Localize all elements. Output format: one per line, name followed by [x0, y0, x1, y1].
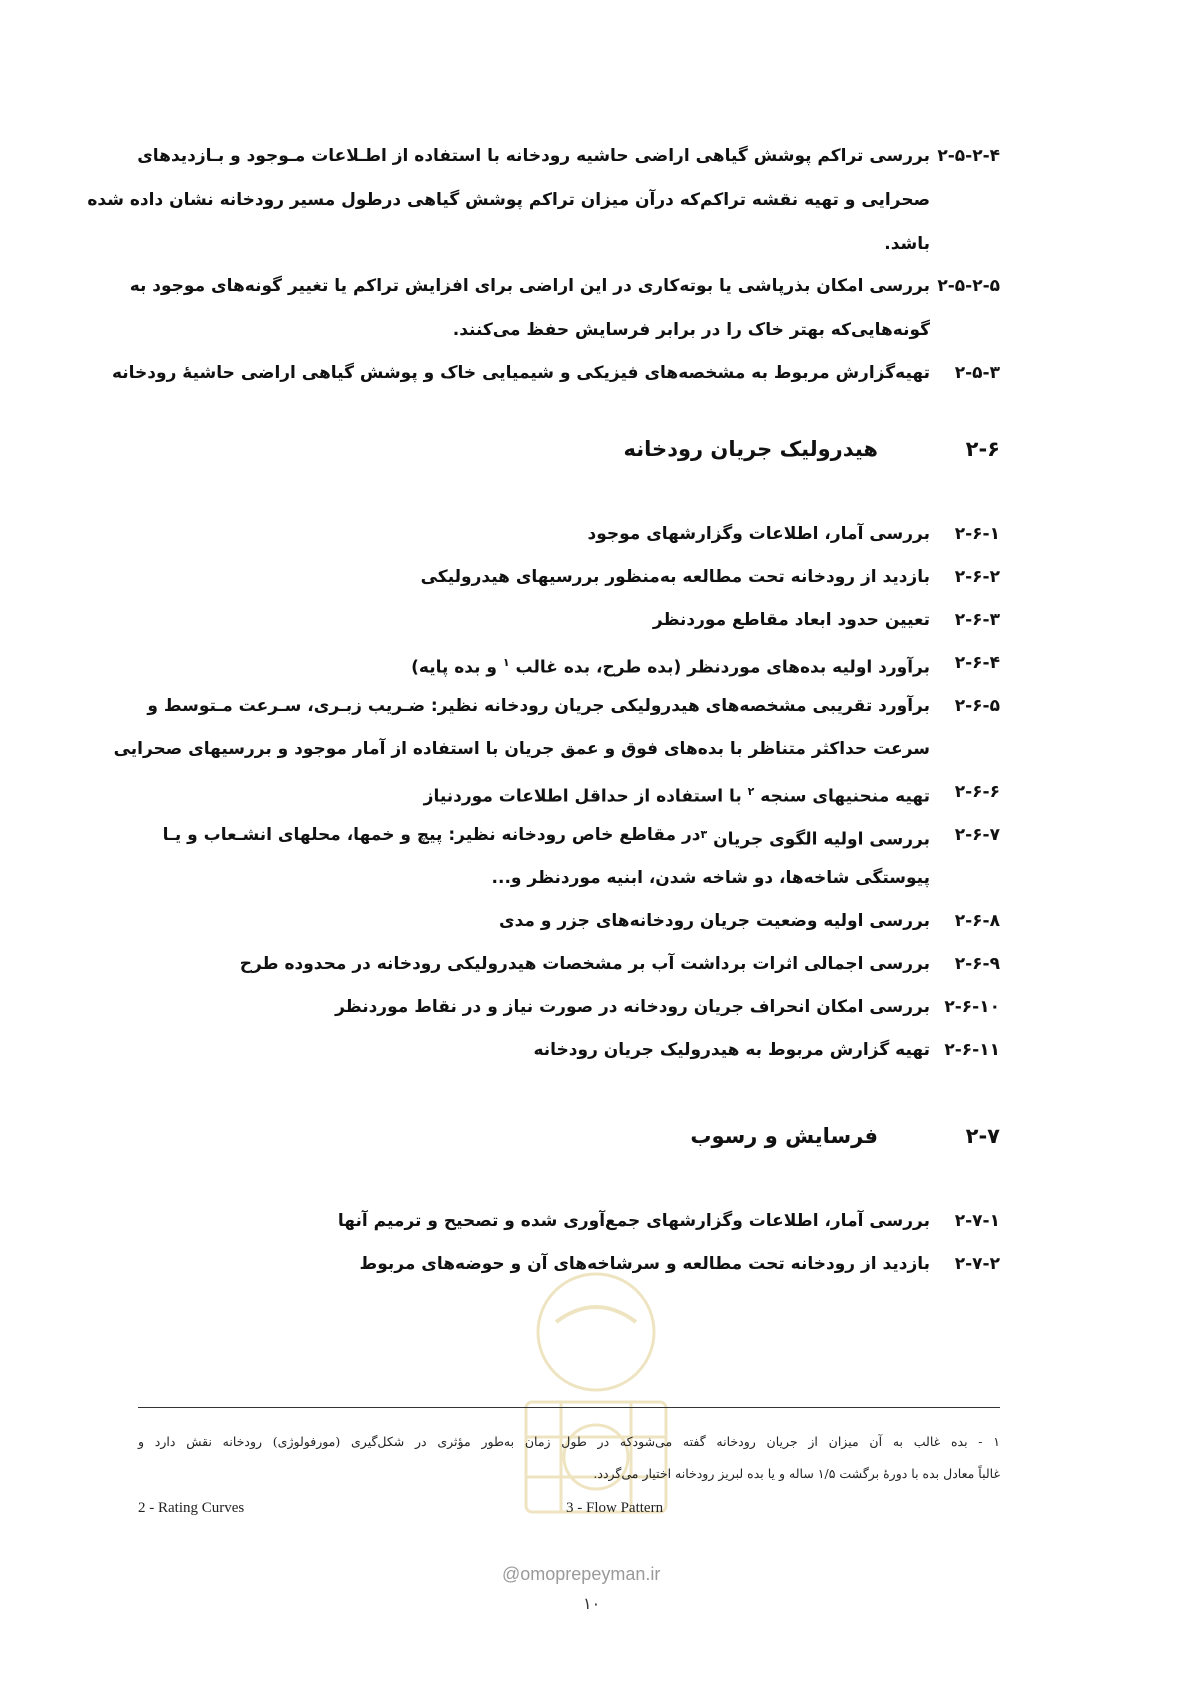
item-number: ۲-۶-۲	[954, 567, 1000, 587]
section-number: ۲-۶	[965, 437, 1000, 461]
item-number: ۲-۶-۳	[954, 610, 1000, 630]
item-text-line	[162, 822, 930, 853]
item-text-line: بررسی اجمالی اثرات برداشت آب بر مشخصات هیدرولیکی رودخانه در محدوده طرح	[239, 954, 930, 974]
watermark-logo	[486, 1262, 706, 1562]
item-text-part: با استفاده از حداقل اطلاعات موردنیاز	[423, 786, 742, 807]
item-text-line: گونه‌هایی‌که بهتر خاک را در برابر فرسایش حفظ می‌کنند.	[452, 320, 930, 340]
item-text-line: صحرایی و تهیه نقشه تراکم‌که درآن میزان تراکم پوشش گیاهی درطول مسیر رودخانه نشان داده شده	[87, 190, 930, 210]
watermark-text: @omoprepeyman.ir	[502, 1564, 661, 1584]
item-text-line: بازدید از رودخانه تحت مطالعه به‌منظور بررسیهای هیدرولیکی	[420, 567, 930, 587]
item-text-line: برآورد تقریبی مشخصه‌های هیدرولیکی جریان رودخانه نظیر: ضـریب زبـری، سـرعت مـتوسط و	[147, 696, 930, 716]
footnote-ref: ۲	[747, 785, 755, 798]
section-title: هیدرولیک جریان رودخانه	[623, 437, 878, 461]
item-number: ۲-۷-۲	[954, 1254, 1000, 1274]
section-title: فرسایش و رسوب	[690, 1124, 878, 1148]
item-text-line: تعیین حدود ابعاد مقاطع موردنظر	[652, 610, 930, 630]
item-number: ۲-۶-۷	[954, 825, 1000, 845]
item-number: ۲-۶-۵	[954, 696, 1000, 716]
item-text-part: و بده پایه)	[411, 657, 497, 678]
item-text-line: بررسی تراکم پوشش گیاهی اراضی حاشیه رودخانه با استفاده از اطـلاعات مـوجود و بـازدیدهای	[137, 146, 930, 166]
item-text-part	[700, 822, 930, 853]
item-text-line	[411, 650, 930, 681]
footnote-divider	[138, 1407, 1000, 1408]
item-text-line: بررسی آمار، اطلاعات وگزارشهای جمع‌آوری شده و تصحیح و ترمیم آنها	[337, 1211, 930, 1231]
item-number: ۲-۶-۱	[954, 524, 1000, 544]
item-text-part: تهیه منحنیهای سنجه	[760, 786, 930, 807]
page-number: ۱۰	[583, 1594, 601, 1613]
item-text-line: بررسی آمار، اطلاعات وگزارشهای موجود	[587, 524, 930, 544]
footnote-3: 3 - Flow Pattern	[566, 1500, 664, 1516]
item-text-line: بررسی امکان بذرپاشی یا بوته‌کاری در این اراضی برای افزایش تراکم یا تغییر گونه‌های موجود به	[129, 276, 930, 296]
footnote-ref: ۳	[700, 828, 708, 841]
item-text-part: برآورد اولیه بده‌های موردنظر (بده طرح، بده غالب	[515, 657, 930, 678]
item-text-line: پیوستگی شاخه‌ها، دو شاخه شدن، ابنیه موردنظر و...	[491, 868, 930, 888]
item-text-part: بررسی اولیه الگوی جریان	[713, 829, 930, 850]
item-number: ۲-۷-۱	[954, 1211, 1000, 1231]
item-text-line: تهیه‌گزارش مربوط به مشخصه‌های فیزیکی و شیمیایی خاک و پوشش گیاهی اراضی حاشیهٔ رودخانه	[111, 363, 930, 383]
item-text-line	[424, 779, 930, 810]
item-number: ۲-۵-۳	[954, 363, 1000, 383]
item-text-line: سرعت حداکثر متناظر با بده‌های فوق و عمق جریان با استفاده از آمار موجود و بررسیهای صحرایی	[113, 739, 930, 759]
item-text-line: بررسی اولیه وضعیت جریان رودخانه‌های جزر و مدی	[498, 911, 930, 931]
item-text-line: بررسی امکان انحراف جریان رودخانه در صورت نیاز و در نقاط موردنظر	[335, 997, 930, 1017]
item-number: ۲-۶-۴	[954, 653, 1000, 673]
item-number: ۲-۶-۱۱	[944, 1040, 1000, 1060]
footnote-1-line-1: ۱ - بده غالب به آن میزان از جریان رودخانه گفته می‌شود‌که در طول زمان به‌طور مؤثری در شکل‌گیری (مورفولوژی) رودخانه نقش دارد و	[138, 1434, 1000, 1449]
section-number: ۲-۷	[965, 1124, 1000, 1148]
item-text-line: بازدید از رودخانه تحت مطالعه و سرشاخه‌های آن و حوضه‌های مربوط	[359, 1254, 930, 1274]
item-text-part: در مقاطع خاص رودخانه نظیر: پیچ و خمها، محلهای انشـعاب و یـا	[162, 825, 701, 845]
item-number: ۲-۶-۹	[954, 954, 1000, 974]
item-number: ۲-۶-۶	[954, 782, 1000, 802]
item-number: ۲-۵-۲-۵	[937, 276, 1000, 296]
item-number: ۲-۶-۱۰	[944, 997, 1000, 1017]
footnote-ref: ۱	[502, 656, 510, 669]
item-number: ۲-۵-۲-۴	[937, 146, 1000, 166]
item-text-line: باشد.	[884, 234, 930, 254]
footnote-1-line-2: غالباً معادل بده با دورهٔ برگشت ۱/۵ ساله و یا بده لبریز رودخانه اختیار می‌گردد.	[593, 1466, 1000, 1481]
item-text-line: تهیه گزارش مربوط به هیدرولیک جریان رودخانه	[533, 1040, 930, 1060]
footnote-2: 2 - Rating Curves	[138, 1500, 245, 1516]
item-number: ۲-۶-۸	[954, 911, 1000, 931]
